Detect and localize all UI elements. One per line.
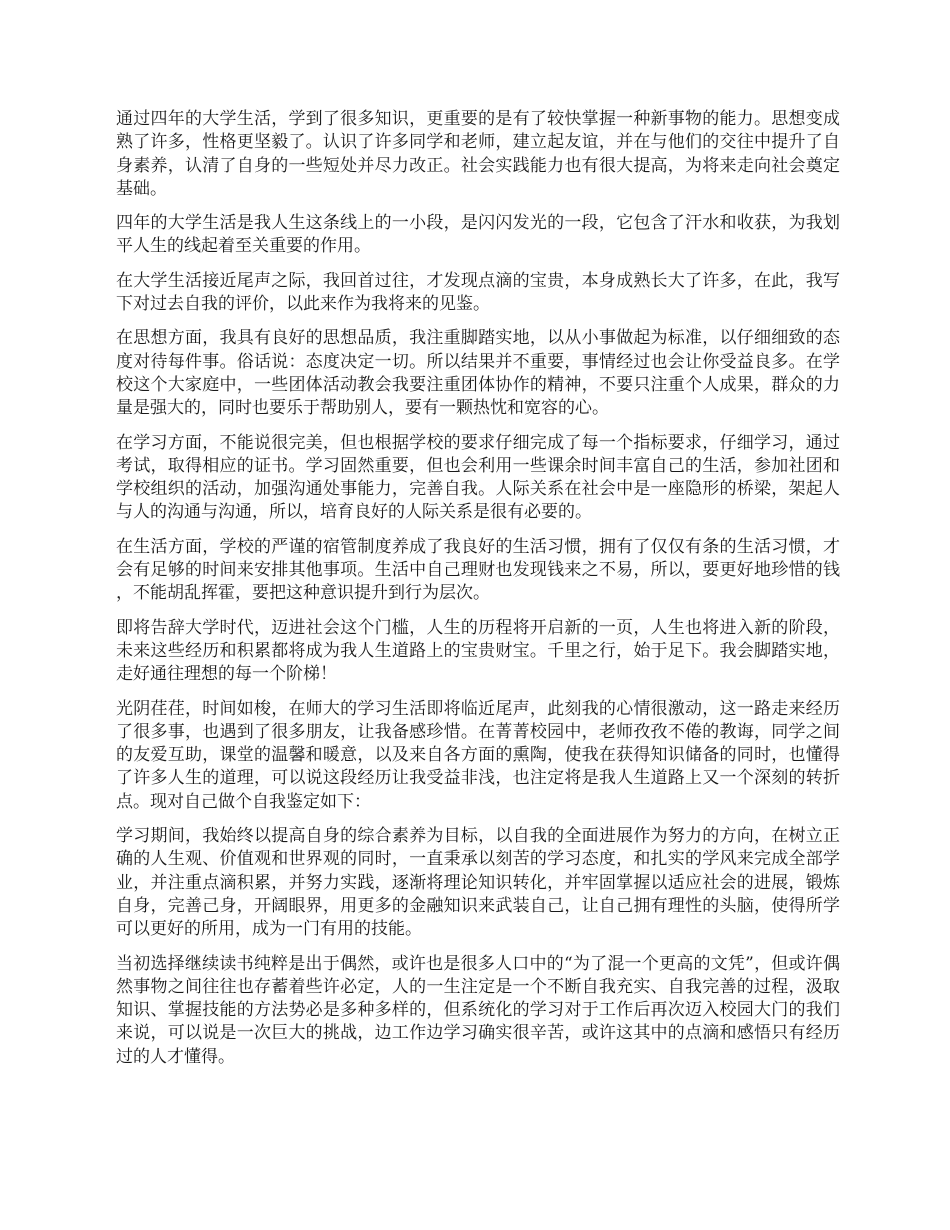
paragraph-9: 学习期间，我始终以提高自身的综合素养为目标，以自我的全面进展作为努力的方向，在树立正确的人生观、价值观和世界观的同时，一直秉承以刻苦的学习态度，和扎实的学风来完成全部学业，并注重点滴积累，并努力实践，逐渐将理论知识转化，并牢固掌握以适应社会的进展，锻炼自身，完善己身，开阔眼界，用更多的金融知识来武装自己，让自己拥有理性的头脑，使得所学可以更好的所用，成为一门有用的技能。 xyxy=(116,826,840,940)
document-body xyxy=(116,108,840,1080)
paragraph-1: 通过四年的大学生活，学到了很多知识，更重要的是有了较快掌握一种新事物的能力。思想变成熟了许多，性格更坚毅了。认识了许多同学和老师，建立起友谊，并在与他们的交往中提升了自身素养，认清了自身的一些短处并尽力改正。社会实践能力也有很大提高，为将来走向社会奠定基础。 xyxy=(116,109,840,199)
paragraph-10: 当初选择继续读书纯粹是出于偶然，或许也是很多人口中的“为了混一个更高的文凭”，但或许偶然事物之间往往也存蓄着些许必定，人的一生注定是一个不断自我充实、自我完善的过程，汲取知识、掌握技能的方法势必是多种多样的，但系统化的学习对于工作后再次迈入校园大门的我们来说，可以说是一次巨大的挑战，边工作边学习确实很辛苦，或许这其中的点滴和感悟只有经历过的人才懂得。 xyxy=(116,953,840,1067)
paragraph-2: 四年的大学生活是我人生这条线上的一小段，是闪闪发光的一段，它包含了汗水和收获，为我划平人生的线起着至关重要的作用。 xyxy=(116,213,840,257)
paragraph-3: 在大学生活接近尾声之际，我回首过往，才发现点滴的宝贵，本身成熟长大了许多，在此，我写下对过去自我的评价，以此来作为我将来的见鉴。 xyxy=(116,270,840,315)
paragraph-6: 在生活方面，学校的严谨的宿管制度养成了我良好的生活习惯，拥有了仅仅有条的生活习惯，才会有足够的时间来安排其他事项。生活中自己理财也发现钱来之不易，所以，要更好地珍惜的钱，不能胡乱挥霍，要把这种意识提升到行为层次。 xyxy=(116,536,840,604)
paragraph-8: 光阴荏荏，时间如梭，在师大的学习生活即将临近尾声，此刻我的心情很激动，这一路走来经历了很多事，也遇到了很多朋友，让我备感珍惜。在菁菁校园中，老师孜孜不倦的教诲，同学之间的友爱互助，课堂的温馨和暖意，以及来自各方面的熏陶，使我在获得知识储备的同时，也懂得了许多人生的道理，可以说这段经历让我受益非浅，也注定将是我人生道路上又一个深刻的转折点。现对自己做个自我鉴定如下： xyxy=(116,698,840,812)
paragraph-4: 在思想方面，我具有良好的思想品质，我注重脚踏实地，以从小事做起为标准，以仔细细致的态度对待每件事。俗话说：态度决定一切。所以结果并不重要，事情经过也会让你受益良多。在学校这个大家庭中，一些团体活动教会我要注重团体协作的精神，不要只注重个人成果，群众的力量是强大的，同时也要乐于帮助别人，要有一颗热忱和宽容的心。 xyxy=(116,328,840,419)
paragraph-7: 即将告辞大学时代，迈进社会这个门槛，人生的历程将开启新的一页，人生也将进入新的阶段，未来这些经历和积累都将成为我人生道路上的宝贵财宝。千里之行，始于足下。我会脚踏实地，走好通往理想的每一个阶梯！ xyxy=(116,617,840,685)
paragraph-5: 在学习方面，不能说很完美，但也根据学校的要求仔细完成了每一个指标要求，仔细学习，通过考试，取得相应的证书。学习固然重要，但也会利用一些课余时间丰富自己的生活，参加社团和学校组织的活动，加强沟通处事能力，完善自我。人际关系在社会中是一座隐形的桥梁，架起人与人的沟通与沟通，所以，培育良好的人际关系是很有必要的。 xyxy=(116,432,840,523)
